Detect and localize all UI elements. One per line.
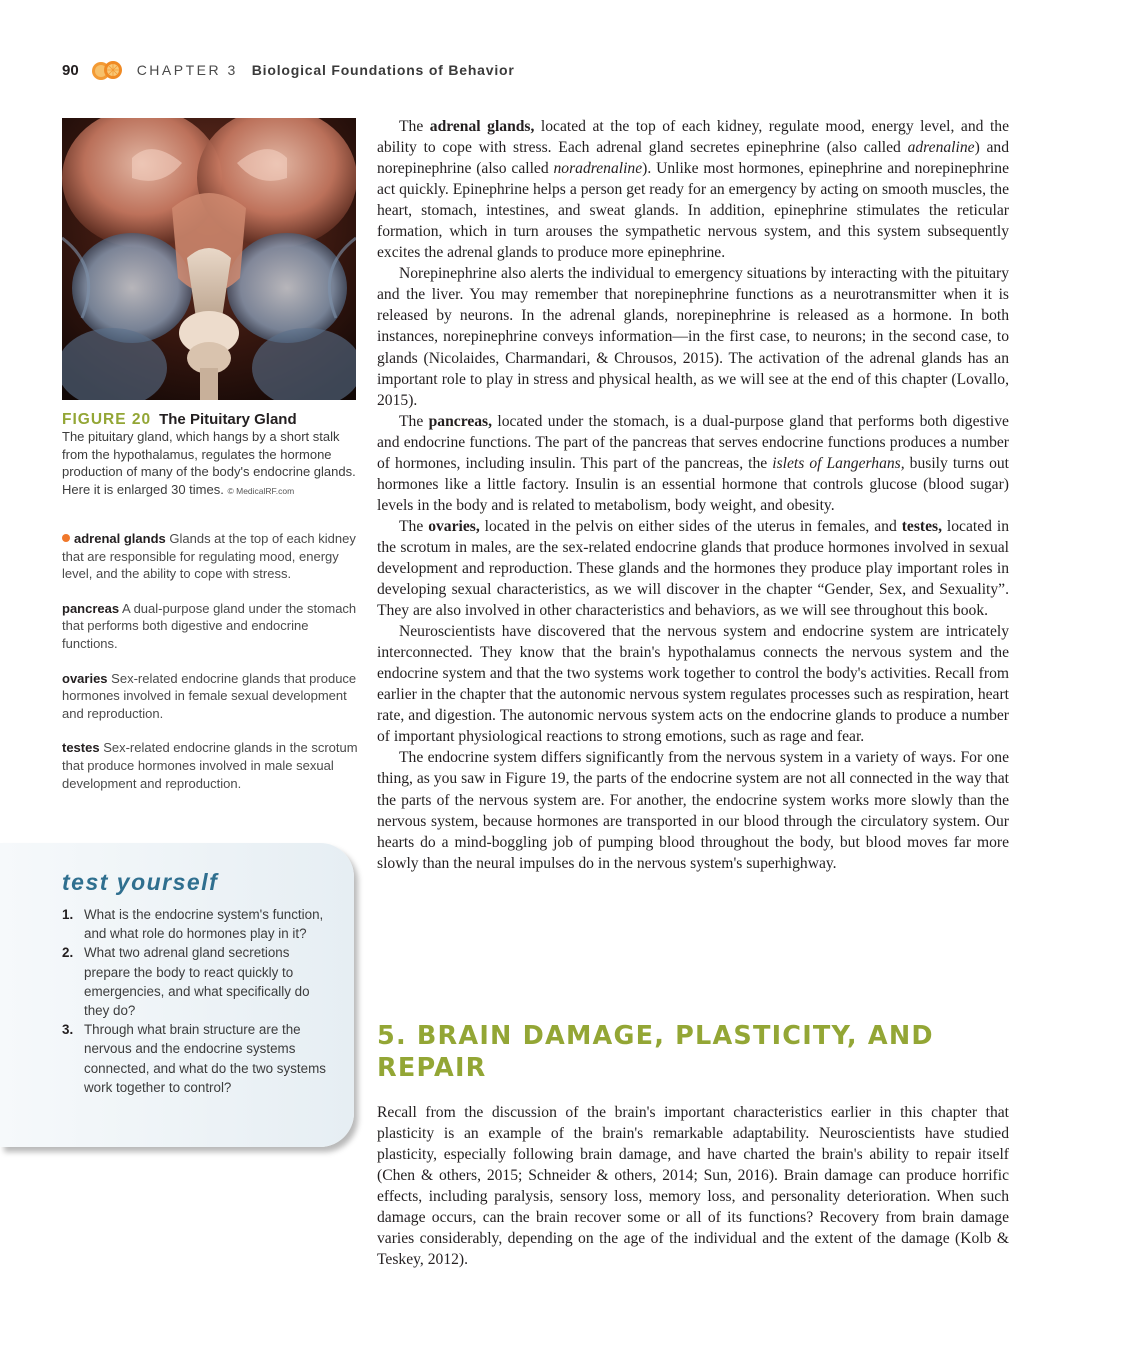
key-term: pancreas, [428,412,493,430]
question-text: Through what brain structure are the nervous and the endocrine systems connected, and what do the two systems work together to control? [84,1022,326,1095]
paragraph-pancreas [377,411,1009,516]
question-number: 3. [62,1022,74,1038]
glossary-sidebar [62,530,362,792]
text-run: The [399,412,429,430]
text-run: located in the pelvis on either sides of the uterus in females, and [479,517,902,535]
glossary-term: pancreas [62,600,120,616]
figure-credit: © MedicalRF.com [227,485,295,496]
italic-term: noradrenaline [553,160,643,178]
glossary-entry-testes [62,739,362,792]
glossary-definition: Glands at the top of each kidney that are responsible for regulating mood, energy level, and the ability to cope with stress. [62,531,356,582]
key-term: ovaries, [428,517,480,535]
glossary-definition: Sex-related endocrine glands in the scrotum that produce hormones involved in male sexual development and reproduction. [62,740,358,791]
italic-term: adrenaline [907,139,975,157]
glossary-term: adrenal glands [74,531,166,546]
text-run: located at the top of each kidney, regulate mood, energy level, and the ability to cope with stress. Each adrenal gland secretes epinephrine (also called [377,118,1009,157]
page-number: 90 [62,61,79,79]
section-number: 5. [377,1021,407,1051]
question-text: What is the endocrine system's function, and what role do hormones play in it? [84,907,324,942]
question-number: 1. [62,907,74,922]
figure-label: FIGURE 20 [62,411,152,428]
glossary-entry-pancreas [62,600,362,653]
paragraph-interconnection: Neuroscientists have discovered that the nervous system and endocrine system are intricately interconnected. They know that the brain's hypothalamus connects the nervous system and the endocrine system and that the two systems work together to control the body's activities. Recall from earlier in the chapter that the autonomic nervous system regulates processes such as respiration, heart rate, and digestion. The autonomic nervous system acts on the endocrine glands to produce a number of important physiological reactions to strong emotions, such as rage and fear. [377,623,1009,746]
italic-term: islets of Langerhans, [772,454,905,472]
key-term: adrenal glands, [429,118,535,135]
text-run: busily turns out hormones like a little factory. Insulin is an essential hormone that controls glucose (blood sugar) levels in the body and is related to metabolism, body weight, and obesity. [377,454,1009,514]
paragraph-brain-damage: Recall from the discussion of the brain's important characteristics earlier in this chapter that plasticity is an example of the brain's remarkable adaptability. Neuroscientists have studied plasticity, especially following brain damage, and have charted the brain's ability to repair itself (Chen & others, 2015; Schneider & others, 2014; Sun, 2016). Brain damage can produce horrific effects, including paralysis, sensory loss, memory loss, and personality deterioration. When such damage occurs, can the brain recover some or all of its functions? Recovery from brain damage varies considerably, depending on the age of the individual and the extent of the damage (Kolb & Teskey, 2012). [377,1104,1009,1269]
question-item [62,1020,338,1097]
paragraph-adrenal-glands [377,116,1009,263]
text-run: located under the stomach, is a dual-purpose gland that performs both digestive and endocrine functions. The part of the pancreas that serves endocrine functions produces a number of hormones, including insulin. This part of the pancreas, the [377,412,1009,472]
test-yourself-heading: test yourself [62,869,219,895]
glossary-term: ovaries [62,670,108,686]
text-run: ). Unlike most hormones, epinephrine and norepinephrine act quickly. Epinephrine helps a person get ready for an emergency by acting on smooth muscles, the heart, stomach, intestines, and sweat glands. In addition, epinephrine stimulates the reticular formation, which in turn arouses the sympathetic nervous system, and this system subsequently excites the adrenal glands to produce more epinephrine. [377,160,1009,262]
text-run: The [399,118,430,135]
glossary-term: testes [62,740,100,756]
running-header [62,58,515,82]
glossary-definition: Sex-related endocrine glands that produce hormones involved in female sexual development and reproduction. [62,670,357,721]
figure-caption-text: The pituitary gland, which hangs by a short stalk from the hypothalamus, regulates the hormone production of many of the body's endocrine glands. Here it is enlarged 30 times. [62,429,356,497]
section-title: BRAIN DAMAGE, PLASTICITY, AND REPAIR [377,1021,934,1083]
glossary-entry-adrenal-glands [62,530,362,583]
figure-caption [62,411,358,500]
orange-slices-icon [89,59,125,81]
paragraph-norepinephrine: Norepinephrine also alerts the individual to emergency situations by interacting with the pituitary and the liver. You may remember that norepinephrine functions as a neurotransmitter when it is released by neurons. In the adrenal glands, norepinephrine is released as a hormone. In both instances, norepinephrine conveys information—in the first case, to neurons; in the second case, to glands (Nicolaides, Charmandari, & Chrousos, 2015). The activation of the adrenal glands has an important role to play in stress and physical health, as we will see at the end of this chapter (Lovallo, 2015). [377,265,1009,409]
glossary-entry-ovaries [62,670,362,723]
test-yourself-box [0,843,354,1147]
question-item [62,905,338,943]
chapter-label: CHAPTER 3 [136,62,238,78]
main-text-column [377,116,1009,874]
paragraph-endocrine-differences: The endocrine system differs significantly from the nervous system in a variety of ways. For one thing, as you saw in Figure 19, the parts of the endocrine system are not all connected in the way that the parts of the nervous system are. For another, the endocrine system works more slowly than the nervous system, because hormones are transported in our blood through the circulatory system. Our hearts do a mind-boggling job of pumping blood throughout the body, but blood moves far more slowly than the neural impulses do in the nervous system's superhighway. [377,749,1009,872]
question-number: 2. [62,945,74,961]
chapter-title: Biological Foundations of Behavior [251,62,515,78]
paragraph-ovaries-testes [377,516,1009,621]
test-yourself-questions [62,905,338,1097]
question-item [62,943,338,1020]
section-heading [377,1020,1009,1084]
glossary-definition: A dual-purpose gland under the stomach that performs both digestive and endocrine functions. [62,600,357,651]
figure-title: The Pituitary Gland [159,411,297,428]
text-run: located in the scrotum in males, are the sex-related endocrine glands that produce hormones involved in sexual development and reproduction. These glands and the hormones they produce play important roles in developing sexual characteristics, as we will discover in the chapter “Gender, Sex, and Sexuality”. They are also involved in other characteristics and behaviors, as we will see throughout this book. [377,517,1009,620]
key-term: testes, [901,517,942,535]
text-run: ) and norepinephrine (also called [377,139,1009,178]
section-text [377,1102,1009,1270]
pituitary-gland-illustration [62,118,356,400]
bullet-dot-icon [62,534,70,542]
question-text: What two adrenal gland secretions prepare the body to react quickly to emergencies, and what specifically do they do? [84,945,310,1019]
text-run: The [399,517,429,535]
